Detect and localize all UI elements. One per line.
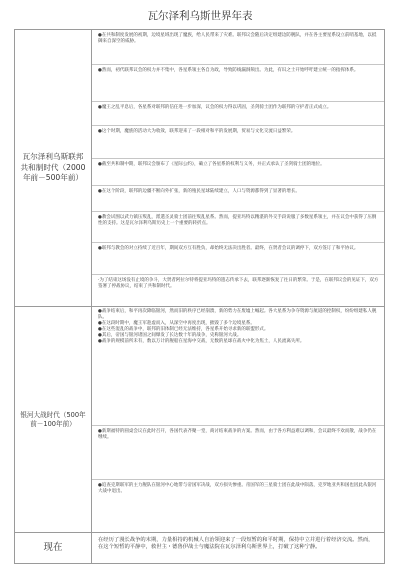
document-title: 瓦尔泽利乌斯世界年表 [147, 10, 253, 22]
period-row-republic [15, 30, 385, 307]
event-entry: ●在这个阶段，联邦的边疆不断向外扩张，新的殖民星球陆续建立，人口与资源都得到了显著的增长。 [92, 185, 384, 211]
period-cell-present [15, 533, 92, 564]
timeline-table [14, 29, 385, 564]
event-entry: ●教会试图以武力镇压叛乱，派遣圣灵骑士团前往叛乱星系。然而，提亚玛特以精湛的外交手段说服了多数星系领主，并在议会中获得了压倒性的支持。这是瓦尔泽利乌斯历史上一个重要的转折点。 [92, 211, 384, 242]
event-entry: ●这个时期，魔族的活动大为收敛，联邦迎来了一段相对和平的发展期，贸易与文化交流日益繁荣。 [92, 125, 384, 158]
event-entry: ●魔王之乱平息后，各星系对联邦的信任进一步加深，议会的权力得以巩固，圣剑骑士团作为联邦的守护者正式成立。 [92, 101, 384, 125]
event-entry: ●追查克斯联军的主力舰队在银河中心地带与帝国军决战，双方损失惨重。帝国军的三星骑士团在此战中陨落，克罗地亚共和国也因此从银河大战中退出。 [92, 479, 384, 532]
period-cell-galactic-war [15, 307, 92, 533]
event-entry: ●在共和制度发展的初期，边境星域出现了魔族，给人民带来了灾难。联邦议会随后决定组建边防舰队，并在各主要星系设立前哨基地，以抵御来自深空的威胁。 [98, 33, 377, 45]
events-cell-republic [92, 30, 385, 307]
period-label: 瓦尔泽利乌斯联邦共和制时代（2000年前－500年前） [20, 152, 86, 183]
event-entry: ●新斯福特的圆桌会议在此时召开，各国代表齐聚一堂，商讨结束战争的方案。然而，由于各方利益难以调和，会议最终不欢而散，战争仍在继续。 [92, 425, 384, 479]
period-row-galactic-war [15, 307, 385, 533]
period-cell-republic [15, 30, 92, 307]
event-entry: 在经历了漫长战争的末期，力量相持的机械人自治领迎来了一段短暂的和平时期，保持中立并进行着经济交流。然而，在这个短暂的平静中，救世主・德鲁伊战士与魔法院在瓦尔泽利乌斯世界上，打破了这种宁静。 [98, 537, 374, 551]
period-row-present [15, 533, 385, 564]
event-entry: ●然而，初代联邦议会的权力并不集中，各星系领主各自为政，导致防线漏洞频出。为此，有识之士开始呼吁建立统一的指挥体系。 [92, 64, 384, 101]
period-label: 现在 [43, 542, 63, 553]
event-entry: ●联邦与教会的对立持续了近百年，期间双方互有胜负，却始终无法决出胜者。最终，在贤者会议的调停下，双方签订了和平协议。 [92, 242, 384, 274]
event-entry: ·为了结束这场没有止境的争斗，大贤者阿拉尔特将提亚玛特的遗志传承下去，联邦逐渐恢复了往日的繁荣。于是，在联邦议会的见证下，双方签署了停战协议，结束了共和制时代。 [92, 274, 384, 306]
events-cell-present [92, 533, 385, 564]
event-entry: ●战争结束后，和平再次降临银河，然而旧的秩序已经崩溃，新的势力在废墟上崛起。各大星系为争夺资源与航道的控制权，纷纷组建私人舰队。 ●在这段时期中，魔王军趁虚而入，从深空中再度出现，摧毁了多个边境星系。 ●在这些混乱的战争中，联邦的旧体制已经无法维持，各星系开始寻求新的联盟形式。 ●其后，帝国与银河诸国之间爆发了长达数十年的战争，史称银河大战。 ●战争的规模前所未有，数以万计的舰船在星海中交战，无数的星球在战火中化为焦土，人民流离失所。 [98, 309, 377, 345]
period-label: 银河大战时代（500年前－100年前） [20, 410, 86, 428]
events-cell-galactic-war [92, 307, 385, 533]
event-entry: ●截至共和制中期，联邦议会颁布了《星际公约》，确立了各星系的权利与义务，并正式承认了圣剑骑士团的地位。 [92, 158, 384, 185]
